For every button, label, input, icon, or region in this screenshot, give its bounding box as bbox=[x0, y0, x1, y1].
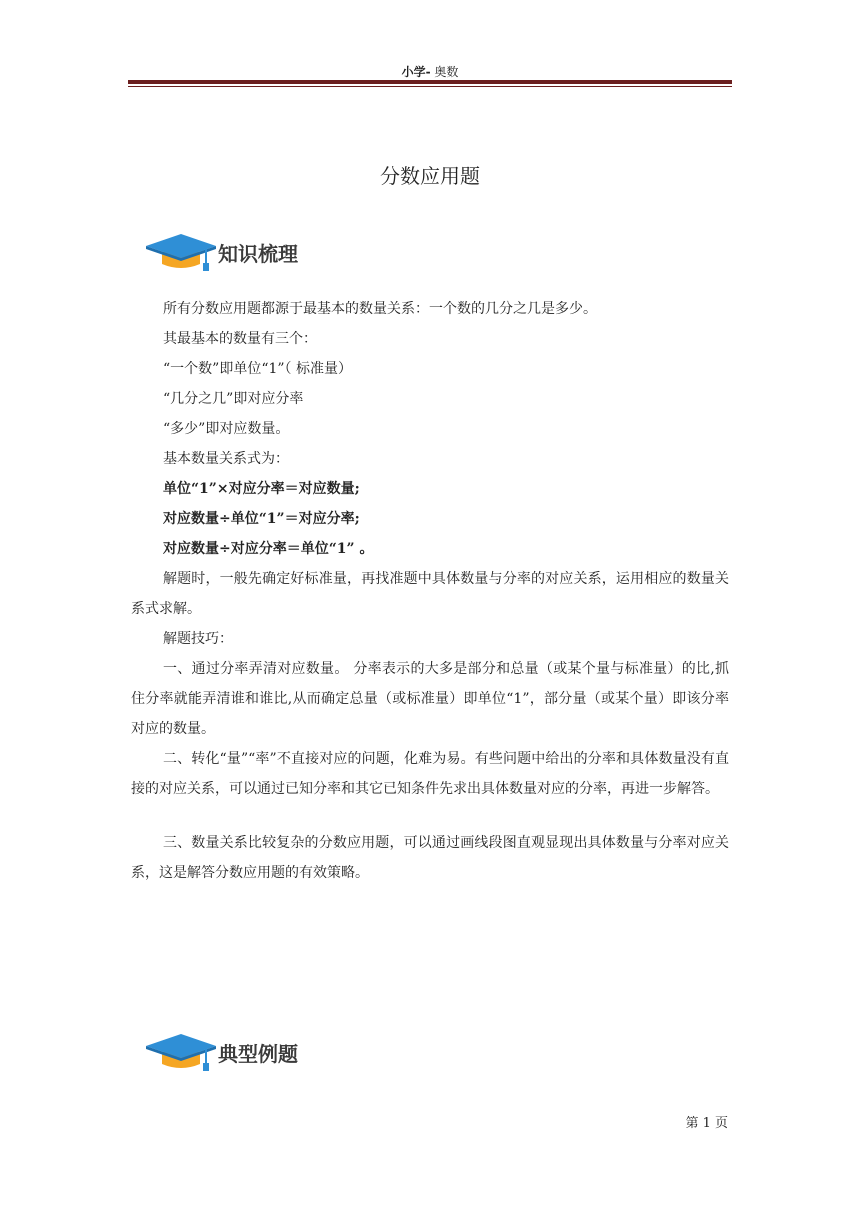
header-rule bbox=[128, 80, 732, 84]
page-number: 第 1 页 bbox=[685, 1116, 728, 1131]
formula-line: 对应数量÷对应分率＝单位“1” 。 bbox=[163, 541, 374, 557]
section-examples-header bbox=[144, 1030, 344, 1074]
section-knowledge-header bbox=[144, 230, 344, 274]
text-line: “几分之几”即对应分率 bbox=[163, 391, 304, 407]
header-subject: 奥数 bbox=[434, 65, 459, 79]
page-title: 分数应用题 bbox=[380, 164, 480, 188]
page-header bbox=[0, 63, 860, 80]
text-line: 其最基本的数量有三个： bbox=[163, 331, 317, 347]
graduation-cap-icon bbox=[144, 1030, 218, 1074]
formula-line: 对应数量÷单位“1”＝对应分率; bbox=[163, 511, 360, 527]
section-examples-title: 典型例题 bbox=[218, 1042, 298, 1066]
header-level: 小学- bbox=[401, 65, 431, 79]
formula-line: 单位“1”×对应分率＝对应数量; bbox=[163, 481, 360, 497]
paragraph: 二、转化“量”“率”不直接对应的问题，化难为易。有些问题中给出的分率和具体数量没有直接的对应关系，可以通过已知分率和其它已知条件先求出具体数量对应的分率，再进一步解答。 bbox=[131, 751, 729, 797]
paragraph: 三、数量关系比较复杂的分数应用题，可以通过画线段图直观显现出具体数量与分率对应关系，这是解答分数应用题的有效策略。 bbox=[131, 835, 729, 881]
section-knowledge-title: 知识梳理 bbox=[218, 242, 298, 266]
paragraph: 一、通过分率弄清对应数量。 分率表示的大多是部分和总量（或某个量与标准量）的比,抓住分率就能弄清谁和谁比,从而确定总量（或标准量）即单位“1”，部分量（或某个量）即该分率对应的数量。 bbox=[131, 661, 729, 737]
text-line: 所有分数应用题都源于最基本的数量关系：一个数的几分之几是多少。 bbox=[163, 301, 597, 317]
graduation-cap-icon bbox=[144, 230, 218, 274]
text-line: “一个数”即单位“1”（ 标准量） bbox=[163, 361, 352, 377]
text-line: “多少”即对应数量。 bbox=[163, 421, 290, 437]
paragraph: 解题时，一般先确定好标准量，再找准题中具体数量与分率的对应关系，运用相应的数量关系式求解。 bbox=[131, 571, 729, 617]
text-line: 解题技巧： bbox=[163, 631, 233, 647]
header-rule-thin bbox=[128, 86, 732, 87]
text-line: 基本数量关系式为： bbox=[163, 451, 289, 467]
